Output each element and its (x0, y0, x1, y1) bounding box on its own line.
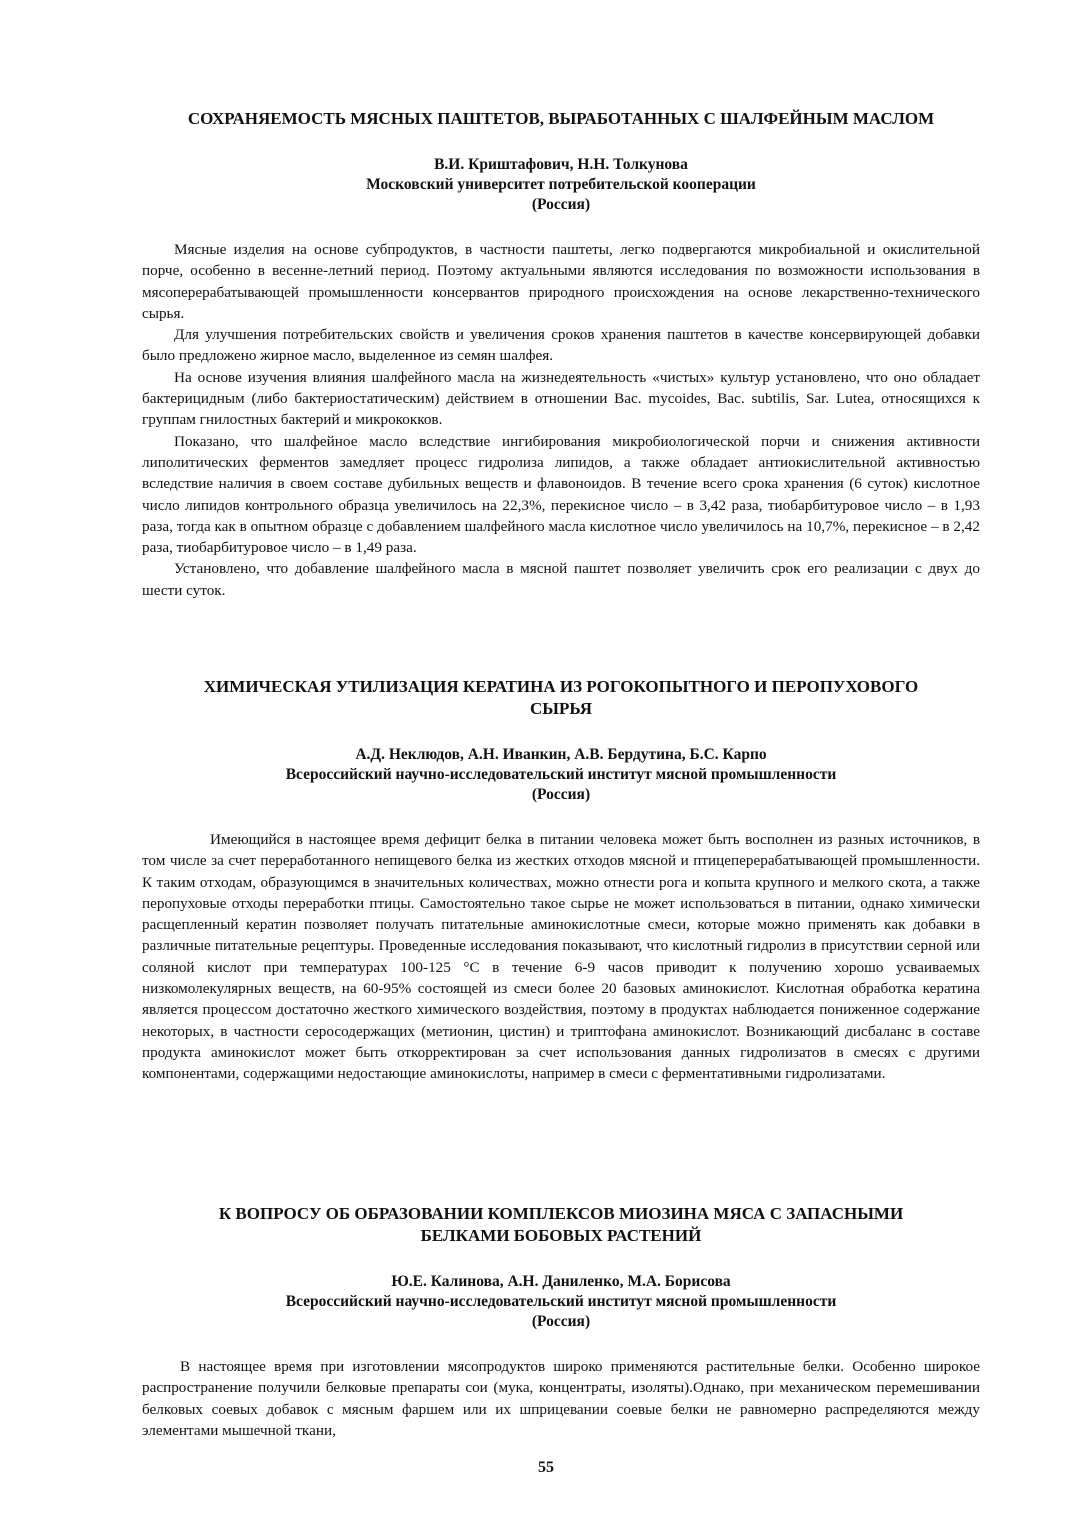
paragraph: Показано, что шалфейное масло вследствие ингибирования микробиологической порчи и снижения активности липолитических ферментов замедляет процесс гидролиза липидов, а также обладает антиокислительной активностью вследствие наличия в своем составе дубильных веществ и флавоноидов. В течение всего срока хранения (6 суток) кислотное число липидов контрольного образца увеличилось на 22,3%, перекисное число – в 3,42 раза, тиобарбитуровое число – в 1,93 раза, тогда как в опытном образце с добавлением шалфейного масла кислотное число увеличилось на 10,7%, перекисное – в 2,42 раза, тиобарбитуровое число – в 1,49 раза. (142, 432, 980, 557)
article-1-title: СОХРАНЯЕМОСТЬ МЯСНЫХ ПАШТЕТОВ, ВЫРАБОТАННЫХ С ШАЛФЕЙНЫМ МАСЛОМ (187, 109, 935, 128)
article-1-organization: Московский университет потребительской кооперации (366, 176, 756, 193)
paragraph: Имеющийся в настоящее время дефицит белка в питании человека может быть восполнен из разных источников, в том числе за счет переработанного непищевого белка из жестких отходов мясной и птицеперерабатывающей промышленности. К таким отходам, образующимся в значительных количествах, можно отнести рога и копыта крупного и мелкого скота, а также перопуховые отходы переработки птицы. Самостоятельно такое сырье не может использоваться в питании, однако химически расщепленный кератин позволяет получать питательные аминокислотные смеси, которые можно применять как добавки в различные питательные рецептуры. Проведенные исследования показывают, что кислотный гидролиз в присутствии серной или соляной кислот при температурах 100-125 °С в течение 6-9 часов приводит к получению хорошо усваиваемых низкомолекулярных веществ, на 60-95% состоящей из смеси более 20 базовых аминокислот. Кислотная обработка кератина является процессом достаточно жесткого химического воздействия, поэтому в продуктах наблюдается пониженное содержание некоторых, в частности серосодержащих (метионин, цистин) и триптофана аминокислот. Возникающий дисбаланс в составе продукта аминокислот может быть откорректирован за счет использования данных гидролизатов в смесях с другими компонентами, содержащими недостающие аминокислоты, например в смеси с ферментативными гидролизатами. (142, 831, 980, 1083)
paragraph: Для улучшения потребительских свойств и увеличения сроков хранения паштетов в качестве консервирующей добавки было предложено жирное масло, выделенное из семян шалфея. (142, 326, 980, 365)
paragraph: В настоящее время при изготовлении мясопродуктов широко применяются растительные белки. Особенно широкое распространение получили белковые препараты сои (мука, концентраты, изоляты).Однако, при механическом перемешивании белковых соевых добавок с мясным фаршем или их шприцевании соевые белки не равномерно распределяются между элементами мышечной ткани, (142, 1358, 980, 1439)
article-3-country: (Россия) (531, 1313, 591, 1330)
article-1-authors: В.И. Криштафович, Н.Н. Толкунова (434, 156, 688, 173)
article-3-title-line-1: К ВОПРОСУ ОБ ОБРАЗОВАНИИ КОМПЛЕКСОВ МИОЗИНА МЯСА С ЗАПАСНЫМИ (218, 1204, 904, 1223)
article-1-body (142, 239, 980, 601)
article-2 (142, 676, 980, 1085)
article-3-organization: Всероссийский научно-исследовательский институт мясной промышленности (285, 1293, 837, 1310)
article-1-country: (Россия) (531, 196, 591, 213)
paragraph: Мясные изделия на основе субпродуктов, в частности паштеты, легко подвергаются микробиальной и окислительной порче, особенно в весенне-летний период. Поэтому актуальными являются исследования по возможности использования в мясоперерабатывающей промышленности консервантов природного происхождения на основе лекарственно-технического сырья. (142, 241, 980, 322)
article-3-body (142, 1356, 980, 1441)
page-number: 55 (538, 1459, 554, 1476)
article-2-body (142, 829, 980, 1085)
article-3-authors: Ю.Е. Калинова, А.Н. Даниленко, М.А. Борисова (391, 1273, 731, 1290)
article-2-title-line-2: СЫРЬЯ (530, 699, 592, 718)
article-2-country: (Россия) (531, 786, 591, 803)
article-2-organization: Всероссийский научно-исследовательский институт мясной промышленности (285, 766, 837, 783)
paragraph: На основе изучения влияния шалфейного масла на жизнедеятельность «чистых» культур установлено, что оно обладает бактерицидным (либо бактериостатическим) действием в отношении Bac. mycoides, Bac. subtilis, Sar. Lutea, относящихся к группам гнилостных бактерий и микрококков. (142, 368, 980, 429)
article-1 (142, 108, 980, 601)
paragraph: Установлено, что добавление шалфейного масла в мясной паштет позволяет увеличить срок его реализации с двух до шести суток. (142, 560, 980, 599)
article-2-authors: А.Д. Неклюдов, А.Н. Иванкин, А.В. Бердутина, Б.С. Карпо (355, 746, 767, 763)
article-2-title-line-1: ХИМИЧЕСКАЯ УТИЛИЗАЦИЯ КЕРАТИНА ИЗ РОГОКОПЫТНОГО И ПЕРОПУХОВОГО (203, 677, 919, 696)
article-3 (142, 1203, 980, 1441)
article-3-title-line-2: БЕЛКАМИ БОБОВЫХ РАСТЕНИЙ (420, 1226, 702, 1245)
